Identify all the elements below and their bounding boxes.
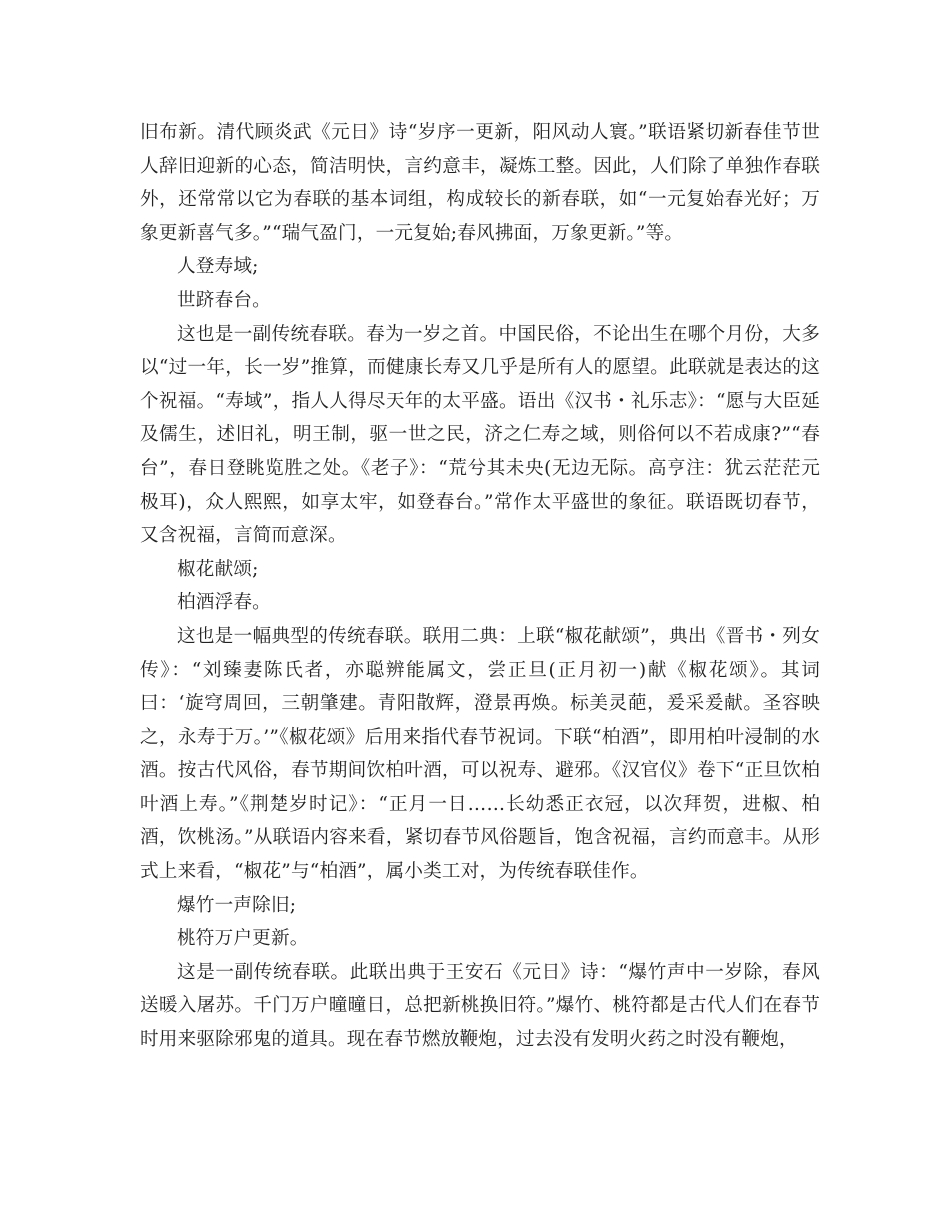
couplet-line-lower: 桃符万户更新。 xyxy=(177,928,309,950)
couplet-line-upper: 人登寿域; xyxy=(177,256,259,278)
couplet-line-lower: 世跻春台。 xyxy=(177,289,271,311)
couplet-line-upper: 爆竹一声除旧; xyxy=(177,894,297,916)
couplet-line-lower: 柏酒浮春。 xyxy=(177,592,271,614)
paragraph-commentary: 这是一副传统春联。此联出典于王安石《元日》诗：“爆竹声中一岁除，春风送暖入屠苏。千门万户曈曈日，总把新桃换旧符。”爆竹、桃符都是古代人们在春节时用来驱除邪鬼的道具。现在春节燃放鞭炮，过去没有发明火药之时没有鞭炮， xyxy=(140,961,820,1051)
paragraph-continuation: 旧布新。清代顾炎武《元日》诗“岁序一更新，阳风动人寰。”联语紧切新春佳节世人辞旧迎新的心态，简洁明快，言约意丰，凝炼工整。因此，人们除了单独作春联外，还常常以它为春联的基本词组，构成较长的新春联，如“一元复始春光好；万象更新喜气多。”“瑞气盈门，一元复始;春风拂面，万象更新。”等。 xyxy=(140,122,820,244)
paragraph-commentary: 这也是一副传统春联。春为一岁之首。中国民俗，不论出生在哪个月份，大多以“过一年，长一岁”推算，而健康长寿又几乎是所有人的愿望。此联就是表达的这个祝福。“寿域”，指人人得尽天年的太平盛。语出《汉书・礼乐志》：“愿与大臣延及儒生，述旧礼，明王制，驱一世之民，济之仁寿之域，则俗何以不若成康?”“春台”，春日登眺览胜之处。《老子》：“荒兮其未央(无边无际。高亨注：犹云茫茫元极耳)，众人熙熙，如享太牢，如登春台。”常作太平盛世的象征。联语既切春节，又含祝福，言简而意深。 xyxy=(140,323,820,547)
couplet-line-upper: 椒花献颂; xyxy=(177,558,259,580)
paragraph-commentary: 这也是一幅典型的传统春联。联用二典：上联“椒花献颂”，典出《晋书・列女传》：“刘臻妻陈氏者，亦聪辨能属文，尝正旦(正月初一)献《椒花颂》。其词曰：‘旋穹周回，三朝肇建。青阳散辉，澄景再焕。标美灵葩，爰采爰献。圣容映之，永寿于万。’”《椒花颂》后用来指代春节祝词。下联“柏酒”，即用柏叶浸制的水酒。按古代风俗，春节期间饮柏叶酒，可以祝寿、避邪。《汉官仪》卷下“正旦饮柏叶酒上寿。”《荆楚岁时记》：“正月一日……长幼悉正衣冠，以次拜贺，进椒、柏酒，饮桃汤。”从联语内容来看，紧切春节风俗题旨，饱含祝福，言约而意丰。从形式上来看，“椒花”与“柏酒”，属小类工对，为传统春联佳作。 xyxy=(140,625,820,883)
document-page xyxy=(140,116,820,1057)
